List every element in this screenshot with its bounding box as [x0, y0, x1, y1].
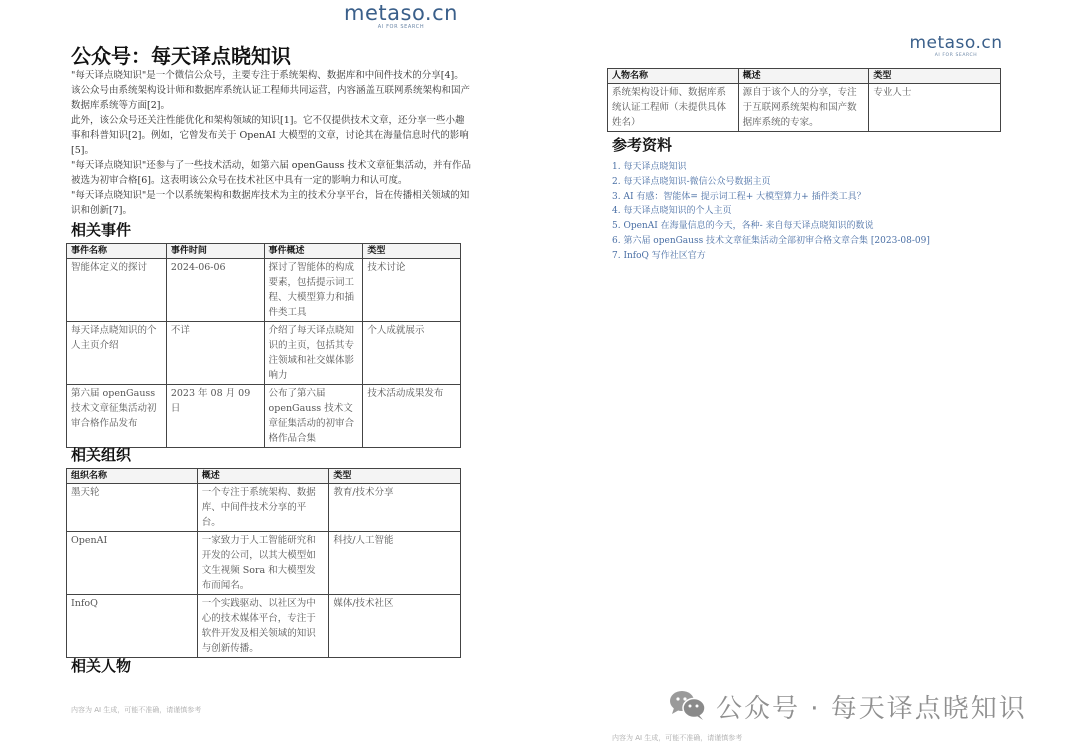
intro-paragraph: "每天译点晓知识"是一个微信公众号，主要专注于系统架构、数据库和中间件技术的分享[4]。该公众号由系统架构设计师和数据库系统认证工程师共同运营，内容涵盖互联网系统架构和国产数据库系统等方面[2]。 [71, 70, 471, 111]
table-header-cell: 组织名称 [67, 469, 198, 484]
logo-tagline: AI FOR SEARCH [934, 53, 978, 58]
reference-link[interactable]: 1. 每天译点晓知识 [612, 162, 687, 172]
table-header-row [67, 469, 461, 484]
table-row [67, 385, 461, 448]
table-cell: 智能体定义的探讨 [67, 259, 167, 322]
reference-link[interactable]: 5. OpenAI 在海量信息的今天，各种- 来自每天译点晓知识的数说 [612, 221, 874, 232]
table-header-cell: 类型 [363, 244, 461, 259]
reference-link[interactable]: 4. 每天译点晓知识的个人主页 [612, 206, 732, 217]
intro-paragraph: "每天译点晓知识"还参与了一些技术活动，如第六届 openGauss 技术文章征集活动，并有作品被选为初审合格[6]。这表明该公众号在技术社区中具有一定的影响力和认可度。 [71, 160, 471, 186]
table-cell: 教育/技术分享 [329, 484, 461, 532]
table-row [67, 595, 461, 658]
logo-brand: metaso.cn [344, 1, 458, 25]
wechat-watermark [668, 688, 1027, 725]
table-header-row [67, 244, 461, 259]
table-cell: 一个实践驱动、以社区为中心的技术媒体平台，专注于软件开发及相关领域的知识与创新传播。 [197, 595, 329, 658]
table-header-row [608, 69, 1001, 84]
table-cell: 科技/人工智能 [329, 532, 461, 595]
table-header-cell: 类型 [329, 469, 461, 484]
orgs-table [66, 468, 461, 658]
table-cell: 技术讨论 [363, 259, 461, 322]
table-row [67, 259, 461, 322]
table-header-cell: 类型 [869, 69, 1001, 84]
table-row [67, 484, 461, 532]
table-cell: 一个专注于系统架构、数据库、中间件技术分享的平台。 [197, 484, 329, 532]
table-cell: 系统架构设计师、数据库系统认证工程师（未提供具体姓名） [608, 84, 739, 132]
watermark-text: 公众号 · 每天译点晓知识 [716, 694, 1027, 724]
page-title: 公众号：每天译点晓知识 [71, 44, 291, 68]
table-header-cell: 事件概述 [264, 244, 363, 259]
wechat-icon [668, 689, 708, 725]
references-list [612, 160, 930, 264]
intro-paragraph: 此外，该公众号还关注性能优化和架构领域的知识[1]。它不仅提供技术文章，还分享一些小趣事和科普知识[2]。例如，它曾发布关于 OpenAI 大模型的文章，讨论其在海量信息时代的影响[5]。 [71, 115, 469, 156]
table-cell: 2023 年 08 月 09 日 [166, 385, 264, 448]
table-cell: 一家致力于人工智能研究和开发的公司，以其大模型如文生视频 Sora 和大模型发布而闻名。 [197, 532, 329, 595]
table-cell: OpenAI [67, 532, 198, 595]
reference-link[interactable]: 6. 第六届 openGauss 技术文章征集活动全部初审合格文章合集 [2023-08-09] [612, 235, 930, 246]
reference-link[interactable]: 2. 每天译点晓知识-微信公众号数据主页 [612, 176, 771, 187]
metaso-logo [334, 2, 468, 31]
table-row [67, 322, 461, 385]
ai-disclaimer: 内容为 AI 生成，可能不准确，请谨慎参考 [71, 706, 202, 714]
table-cell: 第六届 openGauss 技术文章征集活动初审合格作品发布 [67, 385, 167, 448]
table-cell: 探讨了智能体的构成要素，包括提示词工程、大模型算力和插件类工具 [264, 259, 363, 322]
section-heading-events: 相关事件 [71, 221, 132, 239]
logo-tagline: AI FOR SEARCH [377, 24, 425, 30]
reference-link[interactable]: 3. AI 有感：智能体= 提示词工程+ 大模型算力+ 插件类工具？ [612, 191, 866, 202]
logo-brand: metaso.cn [909, 33, 1003, 53]
events-table [66, 243, 461, 448]
table-cell: 源自于该个人的分享，专注于互联网系统架构和国产数据库系统的专家。 [738, 84, 869, 132]
intro-text [71, 68, 471, 218]
ai-disclaimer: 内容为 AI 生成，可能不准确，请谨慎参考 [612, 734, 743, 742]
table-row [608, 84, 1001, 132]
section-heading-orgs: 相关组织 [71, 446, 132, 464]
people-table [607, 68, 1001, 132]
section-heading-people: 相关人物 [71, 657, 132, 675]
table-cell: 技术活动成果发布 [363, 385, 461, 448]
reference-link[interactable]: 7. InfoQ 写作社区官方 [612, 250, 706, 261]
table-header-cell: 人物名称 [608, 69, 739, 84]
table-cell: 每天译点晓知识的个人主页介绍 [67, 322, 167, 385]
table-cell: 墨天轮 [67, 484, 198, 532]
intro-paragraph: "每天译点晓知识"是一个以系统架构和数据库技术为主的技术分享平台，旨在传播相关领域的知识和创新[7]。 [71, 190, 470, 216]
table-header-cell: 事件时间 [166, 244, 264, 259]
table-cell: 公布了第六届 openGauss 技术文章征集活动的初审合格作品合集 [264, 385, 363, 448]
table-cell: InfoQ [67, 595, 198, 658]
table-cell: 媒体/技术社区 [329, 595, 461, 658]
section-heading-references: 参考资料 [612, 136, 673, 154]
table-cell: 不详 [166, 322, 264, 385]
metaso-logo [902, 34, 1010, 59]
table-cell: 个人成就展示 [363, 322, 461, 385]
table-header-cell: 概述 [738, 69, 869, 84]
table-row [67, 532, 461, 595]
table-cell: 专业人士 [869, 84, 1001, 132]
table-cell: 2024-06-06 [166, 259, 264, 322]
table-cell: 介绍了每天译点晓知识的主页，包括其专注领域和社交媒体影响力 [264, 322, 363, 385]
table-header-cell: 概述 [197, 469, 329, 484]
table-header-cell: 事件名称 [67, 244, 167, 259]
